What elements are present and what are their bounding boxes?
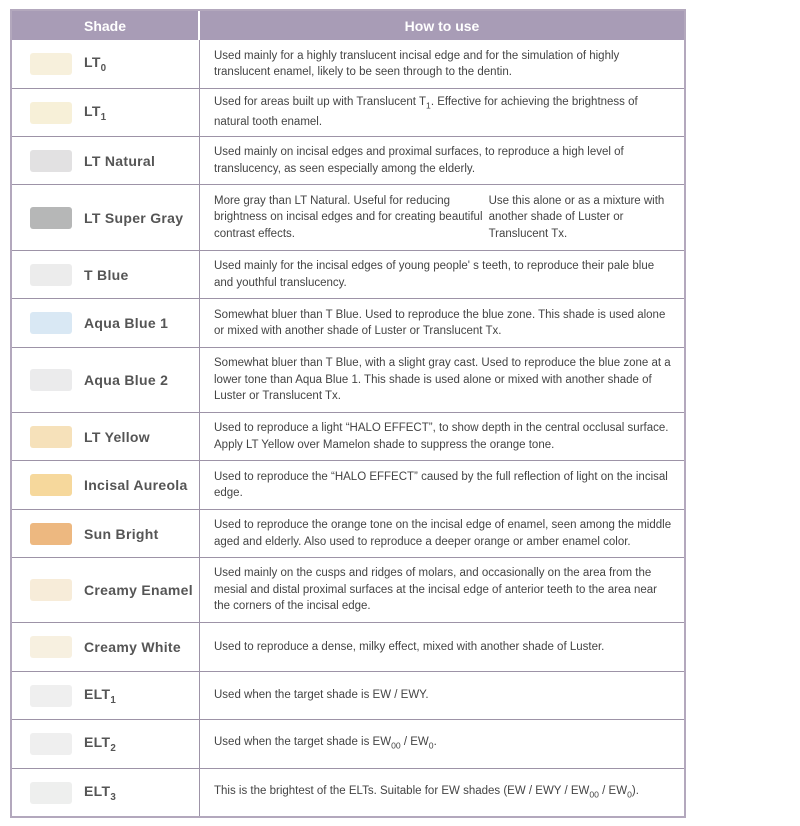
how-to-use-text: More gray than LT Natural. Useful for reducing brightness on incisal edges and for creating beautiful contrast effects. Use this alone or as a mixture with another shade of Luster or Translucent Tx. xyxy=(214,194,665,240)
shade-name: T Blue xyxy=(84,266,129,283)
how-to-use-text: Used to reproduce a light “HALO EFFECT”, to show depth in the central occlusal surface. Apply LT Yellow over Mamelon shade to suppress the orange tone. xyxy=(214,422,669,451)
shade-cell xyxy=(12,89,200,136)
shade-name: $ELT_2$ xyxy=(84,734,117,754)
shade-table xyxy=(10,9,686,818)
table-row xyxy=(12,671,684,719)
shade-name: LT Yellow xyxy=(84,428,150,445)
table-row xyxy=(12,557,684,622)
shade-swatch xyxy=(30,733,72,755)
how-to-use-text: Somewhat bluer than T Blue. Used to reproduce the blue zone. This shade is used alone or mixed with another shade of Luster or Translucent Tx. xyxy=(214,308,666,337)
how-to-use-text: Used mainly for a highly translucent incisal edge and for the simulation of highly translucent enamel, likely to be seen through to the dentin. xyxy=(214,49,620,78)
table-row xyxy=(12,412,684,460)
header-shade: Shade xyxy=(12,11,200,40)
shade-cell xyxy=(12,720,200,768)
shade-swatch xyxy=(30,523,72,545)
how-to-use-text: Used when the target shade is $EW_{00} / EW_0$. xyxy=(214,736,437,751)
shade-swatch xyxy=(30,207,72,229)
shade-swatch xyxy=(30,102,72,124)
table-row xyxy=(12,184,684,250)
shade-name: Creamy White xyxy=(84,639,181,655)
table-row xyxy=(12,136,684,184)
table-row xyxy=(12,509,684,557)
shade-cell xyxy=(12,137,200,184)
shade-name: $ELT_1$ xyxy=(84,685,117,706)
table-row xyxy=(12,768,684,816)
shade-swatch xyxy=(30,150,72,172)
shade-cell xyxy=(12,623,200,671)
shade-cell xyxy=(12,461,200,509)
table-row xyxy=(12,622,684,671)
shade-cell xyxy=(12,185,200,250)
how-to-use-text: Used to reproduce the orange tone on the incisal edge of enamel, seen among the middle aged and elderly. Also used to reproduce a deeper orange or amber enamel color. xyxy=(214,519,672,548)
table-body xyxy=(12,40,684,816)
shade-cell xyxy=(12,299,200,347)
shade-swatch xyxy=(30,474,72,496)
how-to-use-text: Used mainly on the cusps and ridges of molars, and occasionally on the area from the mesial and distal proximal surfaces at the incisal edge of anterior teeth to the area near the corners of the incisal edge. xyxy=(214,567,657,613)
shade-name: Creamy Enamel xyxy=(84,582,193,598)
shade-name: Aqua Blue 1 xyxy=(84,315,169,331)
shade-swatch xyxy=(30,782,72,804)
shade-name: LT Natural xyxy=(84,152,156,169)
table-row xyxy=(12,88,684,136)
shade-name: $ELT_3$ xyxy=(84,782,117,803)
how-to-use-text: Used mainly on incisal edges and proximal surfaces, to reproduce a high level of translucency, as seen especially among the elderly. xyxy=(214,146,624,175)
shade-cell xyxy=(12,558,200,622)
shade-swatch xyxy=(30,312,72,334)
table-row xyxy=(12,250,684,298)
how-to-use-text: Used for areas built up with Translucent $T_1$. Effective for achieving the brightness of natural tooth enamel. xyxy=(214,96,638,129)
how-to-use-text: Somewhat bluer than T Blue, with a slight gray cast. Used to reproduce the blue zone at a lower tone than Aqua Blue 1. This shade is used alone or mixed with another shade of Luster or Translucent Tx. xyxy=(214,357,671,403)
how-to-use-text: This is the brightest of the ELTs. Suitable for EW shades (EW / EWY / $EW_{00} / EW_0$). xyxy=(214,784,639,799)
table-row xyxy=(12,347,684,412)
shade-name: LT Super Gray xyxy=(84,209,184,226)
shade-cell xyxy=(12,510,200,557)
shade-swatch xyxy=(30,636,72,658)
shade-name: Incisal Aureola xyxy=(84,477,188,493)
table-row xyxy=(12,719,684,768)
table-header xyxy=(12,11,684,40)
shade-swatch xyxy=(30,685,72,707)
table-row xyxy=(12,298,684,347)
shade-cell xyxy=(12,40,200,88)
shade-name: Sun Bright xyxy=(84,525,159,542)
shade-cell xyxy=(12,251,200,298)
header-how-to-use: How to use xyxy=(404,17,480,34)
shade-swatch xyxy=(30,426,72,448)
how-to-use-text: Used to reproduce the “HALO EFFECT” caused by the full reflection of light on the incisal edge. xyxy=(214,470,668,499)
table-row xyxy=(12,40,684,88)
shade-name: $LT_0$ xyxy=(84,54,107,74)
shade-name: $LT_1$ xyxy=(84,102,107,123)
table-row xyxy=(12,460,684,509)
shade-swatch xyxy=(30,264,72,286)
how-to-use-text: Used when the target shade is EW / EWY. xyxy=(214,689,429,702)
shade-cell xyxy=(12,769,200,816)
shade-swatch xyxy=(30,53,72,75)
how-to-use-text: Used mainly for the incisal edges of young people' s teeth, to reproduce their pale blue and youthful translucency. xyxy=(214,260,655,289)
shade-cell xyxy=(12,672,200,719)
shade-cell xyxy=(12,348,200,412)
shade-name: Aqua Blue 2 xyxy=(84,372,169,388)
how-to-use-text: Used to reproduce a dense, milky effect, mixed with another shade of Luster. xyxy=(214,640,605,653)
shade-swatch xyxy=(30,579,72,601)
shade-swatch xyxy=(30,369,72,391)
shade-cell xyxy=(12,413,200,460)
